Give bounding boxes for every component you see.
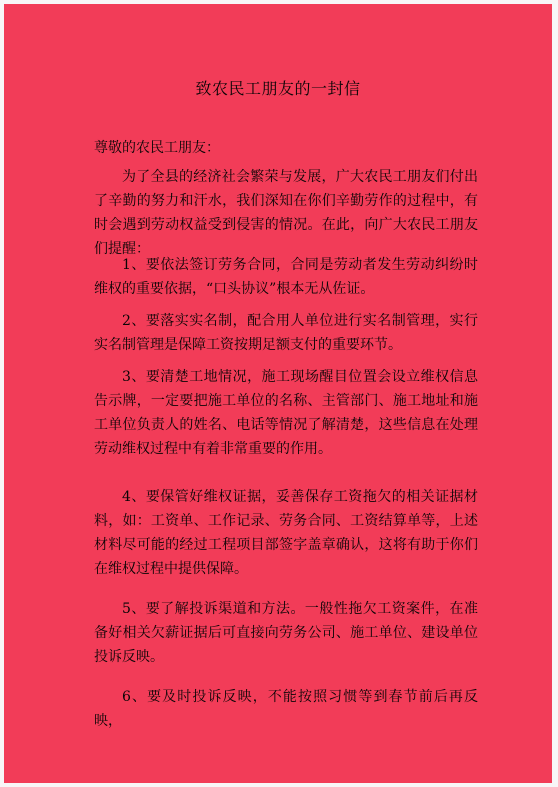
tip-contract-paragraph: 1、要依法签订劳务合同，合同是劳动者发生劳动纠纷时维权的重要依据，“口头协议”根本无从佐证。 <box>94 257 478 297</box>
tip-timely-complaint-paragraph: 6、要及时投诉反映，不能按照习惯等到春节前后再反映， <box>94 689 478 729</box>
tip-evidence-paragraph: 4、要保管好维权证据，妥善保存工资拖欠的相关证据材料，如：工资单、工作记录、劳务合同、工资结算单等，上述材料尽可能的经过工程项目部签字盖章确认，这将有助于你们在维权过程中提供保障。 <box>94 489 478 577</box>
page-title: 致农民工朋友的一封信 <box>195 79 361 98</box>
letter-page <box>4 4 552 783</box>
letter-greeting: 尊敬的农民工朋友： <box>94 140 220 156</box>
tip-complaint-channel-paragraph: 5、要了解投诉渠道和方法。一般性拖欠工资案件，在准备好相关欠薪证据后可直接向劳务公司、施工单位、建设单位投诉反映。 <box>94 601 478 665</box>
tip-site-info-paragraph: 3、要清楚工地情况，施工现场醒目位置会设立维权信息告示牌，一定要把施工单位的名称、主管部门、施工地址和施工单位负责人的姓名、电话等情况了解清楚，这些信息在处理劳动维权过程中有着非常重要的作用。 <box>94 369 478 457</box>
tip-real-name-paragraph: 2、要落实实名制，配合用人单位进行实名制管理，实行实名制管理是保障工资按期足额支付的重要环节。 <box>94 313 478 353</box>
intro-paragraph: 为了全县的经济社会繁荣与发展，广大农民工朋友们付出了辛勤的努力和汗水，我们深知在你们辛勤劳作的过程中，有时会遇到劳动权益受到侵害的情况。在此，向广大农民工朋友们提醒： <box>94 169 478 257</box>
